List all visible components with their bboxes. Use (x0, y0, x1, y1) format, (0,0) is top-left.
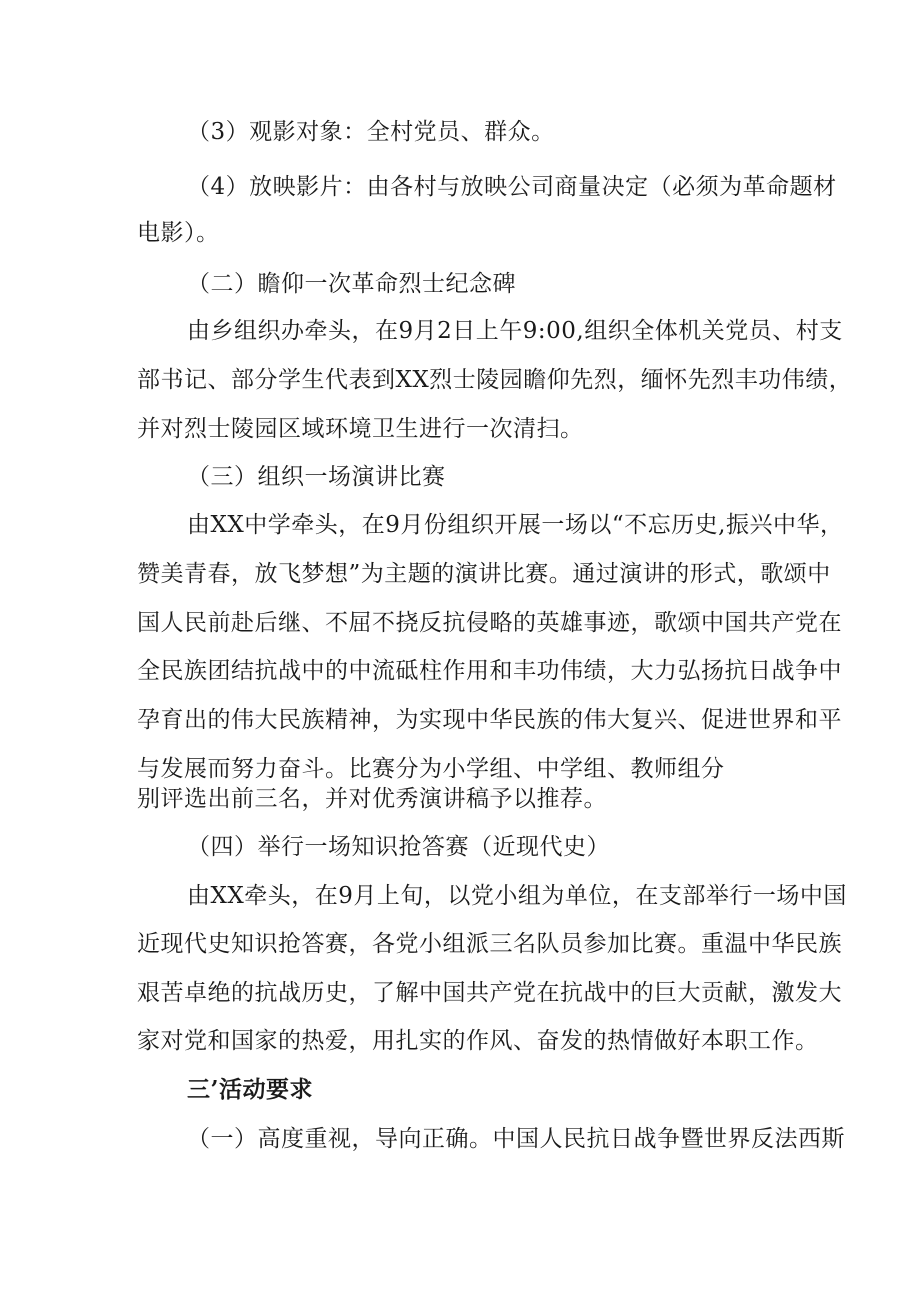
section-4-line-4: 家对党和国家的热爱，用扎实的作风、奋发的热情做好本职工作。 (137, 1028, 819, 1054)
section-4-line-2: 近现代史知识抢答赛，各党小组派三名队员参加比赛。重温中华民族 (137, 931, 842, 957)
requirement-1-line-1: （一）高度重视，导向正确。中国人民抗日战争暨世界反法西斯 (187, 1126, 845, 1152)
part-3-title: 三’活动要求 (187, 1076, 314, 1103)
section-3-line-4: 全民族团结抗战中的中流砥柱作用和丰功伟绩，大力弘扬抗日战争中 (137, 658, 842, 684)
section-2-line-2: 部书记、部分学生代表到XX烈士陵园瞻仰先烈，缅怀先烈丰功伟绩， (137, 367, 853, 393)
section-3-line-3: 国人民前赴后继、不屈不挠反抗侵略的英雄事迹，歌颂中国共产党在 (137, 610, 842, 636)
section-2-line-3: 并对烈士陵园区域环境卫生进行一次清扫。 (137, 416, 584, 442)
section-2-title: （二）瞻仰一次革命烈士纪念碑 (187, 271, 516, 297)
section-3-line-5: 孕育出的伟大民族精神，为实现中华民族的伟大复兴、促进世界和平 (137, 707, 842, 733)
item-3: （3）观影对象：全村党员、群众。 (187, 119, 555, 145)
section-2-line-1: 由乡组织办牵头，在9月2日上午9:00,组织全体机关党员、村支 (187, 318, 843, 344)
item-4-line-2: 电影）。 (137, 220, 220, 246)
section-3-line-7: 别评选出前三名，并对优秀演讲稿予以推荐。 (137, 786, 607, 812)
section-4-line-1: 由XX牵头，在9月上旬，以党小组为单位，在支部举行一场中国 (187, 883, 847, 909)
section-3-line-1: 由XX中学牵头，在9月份组织开展一场以“不忘历史,振兴中华， (187, 512, 844, 538)
item-4-line-1: （4）放映影片：由各村与放映公司商量决定（必须为革命题材 (187, 174, 837, 200)
section-3-title: （三）组织一场演讲比赛 (187, 464, 446, 490)
section-3-line-2: 赞美青春，放飞梦想”为主题的演讲比赛。通过演讲的形式，歌颂中 (137, 561, 831, 587)
section-4-line-3: 艰苦卓绝的抗战历史，了解中国共产党在抗战中的巨大贡献，激发大 (137, 980, 842, 1006)
section-4-title: （四）举行一场知识抢答赛（近现代史） (187, 834, 610, 860)
section-3-line-6: 与发展而努力奋斗。比赛分为小学组、中学组、教师组分 (137, 756, 725, 782)
